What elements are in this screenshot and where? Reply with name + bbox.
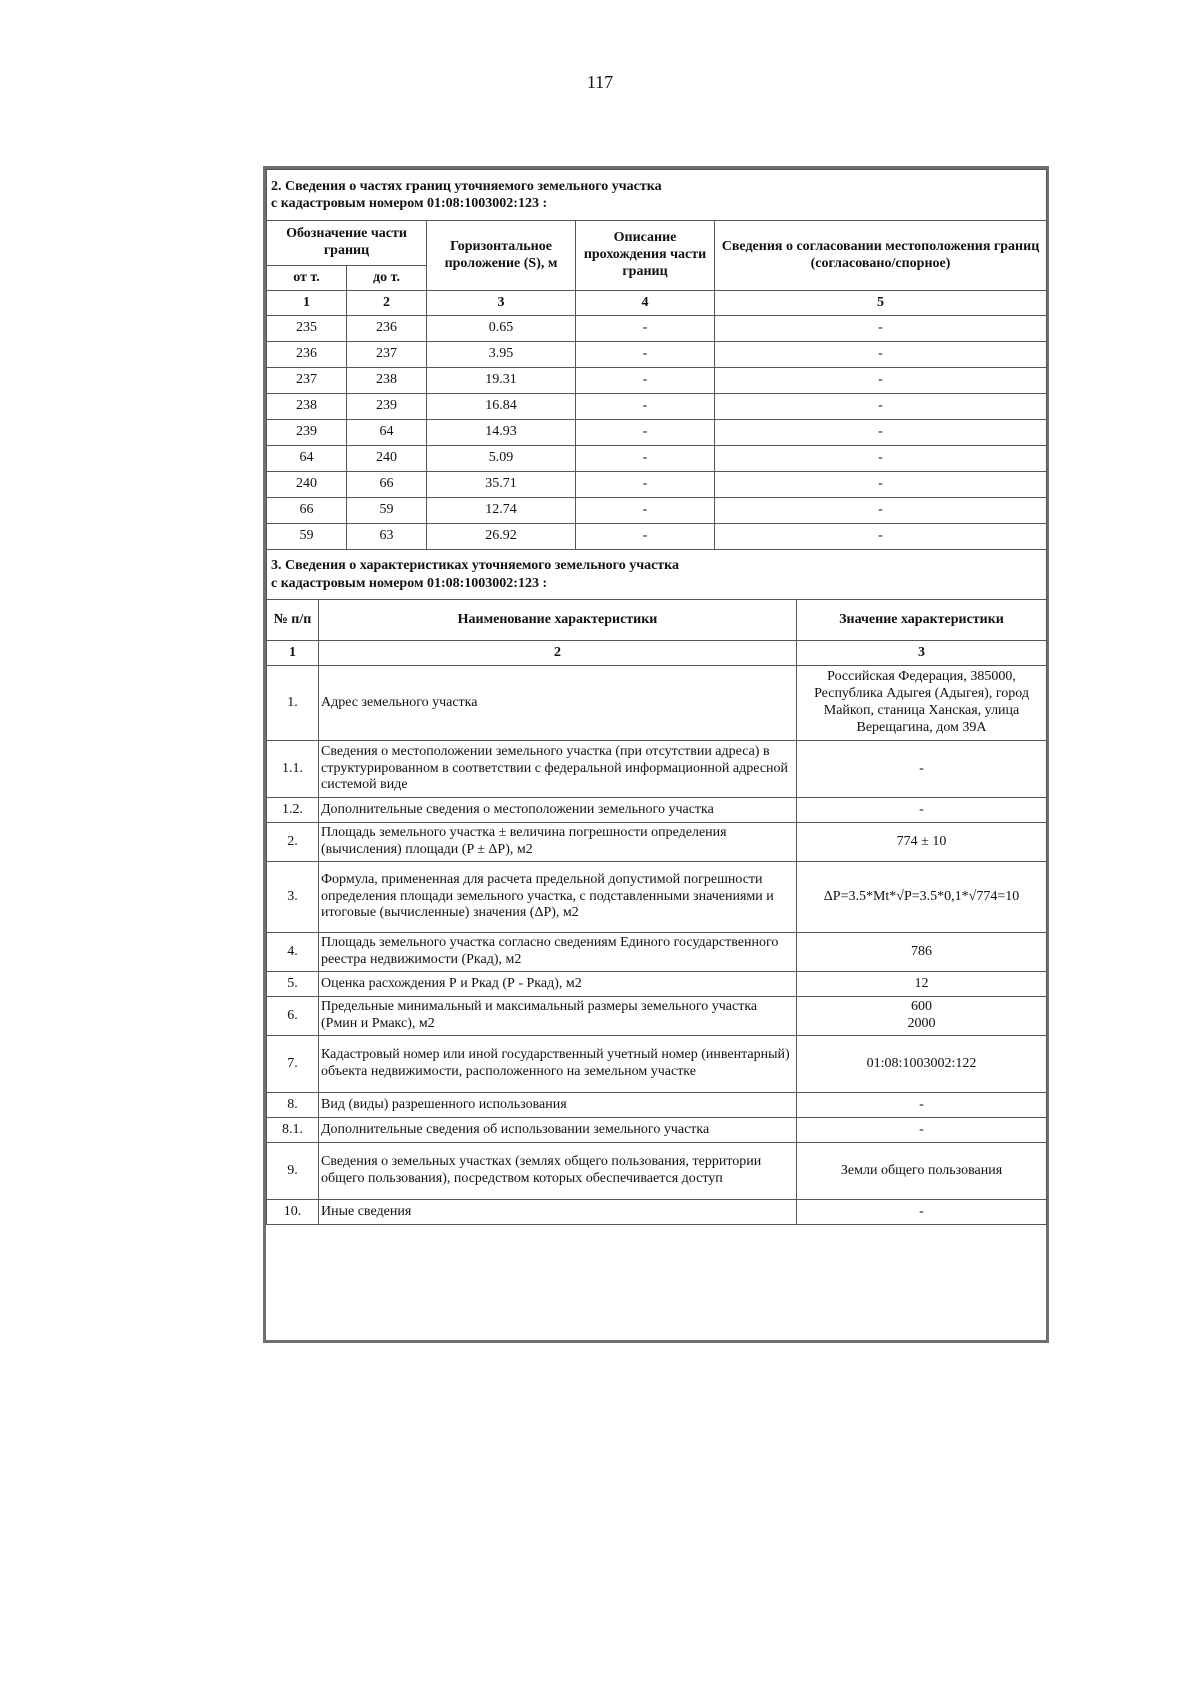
characteristic-value: -: [797, 1118, 1047, 1143]
point-from: 240: [267, 472, 347, 498]
point-from: 239: [267, 420, 347, 446]
table-row: [267, 798, 1047, 823]
table-row: [267, 741, 1047, 798]
characteristic-name: Оценка расхождения Р и Ркад (Р - Ркад), м2: [319, 972, 797, 997]
description: -: [576, 342, 715, 368]
table-row: [267, 472, 1047, 498]
header-name: Наименование характеристики: [319, 600, 797, 641]
section2-title-line2: с кадастровым номером 01:08:1003002:123 :: [271, 196, 548, 211]
horizontal-length: 3.95: [427, 342, 576, 368]
agreement: -: [715, 498, 1047, 524]
agreement: -: [715, 420, 1047, 446]
agreement: -: [715, 316, 1047, 342]
point-to: 236: [347, 316, 427, 342]
col-number: 4: [576, 291, 715, 316]
point-from: 238: [267, 394, 347, 420]
section3-title: [267, 550, 1047, 600]
horizontal-length: 5.09: [427, 446, 576, 472]
table-row: [267, 1200, 1047, 1225]
table-row: [267, 446, 1047, 472]
table-row: [267, 524, 1047, 550]
row-number: 3.: [267, 862, 319, 933]
table-row: [267, 316, 1047, 342]
point-to: 237: [347, 342, 427, 368]
header-to: до т.: [347, 266, 427, 291]
table-row: [267, 933, 1047, 972]
description: -: [576, 498, 715, 524]
table-row: [267, 368, 1047, 394]
characteristic-name: Иные сведения: [319, 1200, 797, 1225]
description: -: [576, 446, 715, 472]
header-part: Обозначение части границ: [267, 221, 427, 266]
agreement: -: [715, 472, 1047, 498]
row-number: 9.: [267, 1143, 319, 1200]
header-value: Значение характеристики: [797, 600, 1047, 641]
row-number: 2.: [267, 823, 319, 862]
value-min: 600: [911, 999, 933, 1015]
horizontal-length: 0.65: [427, 316, 576, 342]
header-horizontal: Горизонтальное проложение (S), м: [427, 221, 576, 291]
characteristic-value: -: [797, 1093, 1047, 1118]
table-row: [267, 394, 1047, 420]
point-from: 237: [267, 368, 347, 394]
col-number: 3: [427, 291, 576, 316]
page-number: 117: [586, 72, 614, 92]
horizontal-length: 14.93: [427, 420, 576, 446]
col-number: 1: [267, 641, 319, 666]
section3-rows: [267, 666, 1047, 1225]
characteristic-value: Земли общего пользования: [797, 1143, 1047, 1200]
agreement: -: [715, 368, 1047, 394]
characteristic-value: [797, 997, 1047, 1036]
characteristic-name: Адрес земельного участка: [319, 666, 797, 741]
point-to: 59: [347, 498, 427, 524]
agreement: -: [715, 524, 1047, 550]
col-number: 2: [347, 291, 427, 316]
table-row: [267, 666, 1047, 741]
point-to: 64: [347, 420, 427, 446]
description: -: [576, 316, 715, 342]
point-from: 66: [267, 498, 347, 524]
characteristic-name: Площадь земельного участка ± величина погрешности определения (вычисления) площади (P ± ΔP), м2: [319, 823, 797, 862]
row-number: 7.: [267, 1036, 319, 1093]
point-to: 63: [347, 524, 427, 550]
characteristic-value: 774 ± 10: [797, 823, 1047, 862]
horizontal-length: 26.92: [427, 524, 576, 550]
header-description: Описание прохождения части границ: [576, 221, 715, 291]
section2-table: [266, 169, 1047, 550]
characteristic-value: 786: [797, 933, 1047, 972]
table-row: [267, 1143, 1047, 1200]
row-number: 1.1.: [267, 741, 319, 798]
section2-rows: [267, 316, 1047, 550]
table-row: [267, 823, 1047, 862]
description: -: [576, 472, 715, 498]
row-number: 4.: [267, 933, 319, 972]
row-number: 10.: [267, 1200, 319, 1225]
section3-table: [266, 549, 1047, 1225]
characteristic-name: Дополнительные сведения об использовании земельного участка: [319, 1118, 797, 1143]
characteristic-value: Российская Федерация, 385000, Республика Адыгея (Адыгея), город Майкоп, станица Ханская, улица Верещагина, дом 39А: [797, 666, 1047, 741]
agreement: -: [715, 342, 1047, 368]
agreement: -: [715, 394, 1047, 420]
point-from: 236: [267, 342, 347, 368]
characteristic-name: Вид (виды) разрешенного использования: [319, 1093, 797, 1118]
description: -: [576, 394, 715, 420]
row-number: 1.: [267, 666, 319, 741]
characteristic-name: Предельные минимальный и максимальный размеры земельного участка (Рмин и Рмакс), м2: [319, 997, 797, 1036]
table-row: [267, 1093, 1047, 1118]
agreement: -: [715, 446, 1047, 472]
horizontal-length: 12.74: [427, 498, 576, 524]
description: -: [576, 524, 715, 550]
header-agreement: Сведения о согласовании местоположения границ (согласовано/спорное): [715, 221, 1047, 291]
table-row: [267, 972, 1047, 997]
point-to: 240: [347, 446, 427, 472]
document-frame: [263, 166, 1049, 1343]
characteristic-name: Формула, примененная для расчета предельной допустимой погрешности определения площади земельного участка, с подставленными значениями и итоговые (вычисленные) значения (ΔP), м2: [319, 862, 797, 933]
characteristic-value: ΔP=3.5*Mt*√P=3.5*0,1*√774=10: [797, 862, 1047, 933]
point-to: 66: [347, 472, 427, 498]
row-number: 6.: [267, 997, 319, 1036]
characteristic-value: -: [797, 798, 1047, 823]
row-number: 8.: [267, 1093, 319, 1118]
table-row: [267, 862, 1047, 933]
description: -: [576, 368, 715, 394]
characteristic-value: 01:08:1003002:122: [797, 1036, 1047, 1093]
characteristic-name: Дополнительные сведения о местоположении земельного участка: [319, 798, 797, 823]
horizontal-length: 16.84: [427, 394, 576, 420]
description: -: [576, 420, 715, 446]
section3-title-line2: с кадастровым номером 01:08:1003002:123 :: [271, 575, 548, 591]
point-from: 64: [267, 446, 347, 472]
characteristic-name: Кадастровый номер или иной государственный учетный номер (инвентарный) объекта недвижимости, расположенного на земельном участке: [319, 1036, 797, 1093]
table-row: [267, 997, 1047, 1036]
characteristic-name: Сведения о местоположении земельного участка (при отсутствии адреса) в структурированном в соответствии с федеральной информационной адресной системой виде: [319, 741, 797, 798]
section2-title-line1: 2. Сведения о частях границ уточняемого земельного участка: [271, 178, 662, 194]
col-number: 5: [715, 291, 1047, 316]
row-number: 5.: [267, 972, 319, 997]
characteristic-value: 12: [797, 972, 1047, 997]
row-number: 8.1.: [267, 1118, 319, 1143]
col-number: 1: [267, 291, 347, 316]
characteristic-name: Сведения о земельных участках (землях общего пользования, территории общего пользования), посредством которых обеспечивается доступ: [319, 1143, 797, 1200]
table-row: [267, 498, 1047, 524]
point-from: 235: [267, 316, 347, 342]
section3-title-line1: 3. Сведения о характеристиках уточняемого земельного участка: [271, 558, 680, 573]
table-row: [267, 1036, 1047, 1093]
point-to: 238: [347, 368, 427, 394]
horizontal-length: 19.31: [427, 368, 576, 394]
table-row: [267, 1118, 1047, 1143]
col-number: 3: [797, 641, 1047, 666]
point-from: 59: [267, 524, 347, 550]
table-row: [267, 420, 1047, 446]
characteristic-value: -: [797, 741, 1047, 798]
header-from: от т.: [267, 266, 347, 291]
col-number: 2: [319, 641, 797, 666]
row-number: 1.2.: [267, 798, 319, 823]
characteristic-value: -: [797, 1200, 1047, 1225]
section2-title: [267, 170, 1047, 221]
header-num: № п/п: [267, 600, 319, 641]
characteristic-name: Площадь земельного участка согласно сведениям Единого государственного реестра недвижимости (Ркад), м2: [319, 933, 797, 972]
point-to: 239: [347, 394, 427, 420]
value-max: 2000: [907, 1016, 936, 1031]
table-row: [267, 342, 1047, 368]
horizontal-length: 35.71: [427, 472, 576, 498]
